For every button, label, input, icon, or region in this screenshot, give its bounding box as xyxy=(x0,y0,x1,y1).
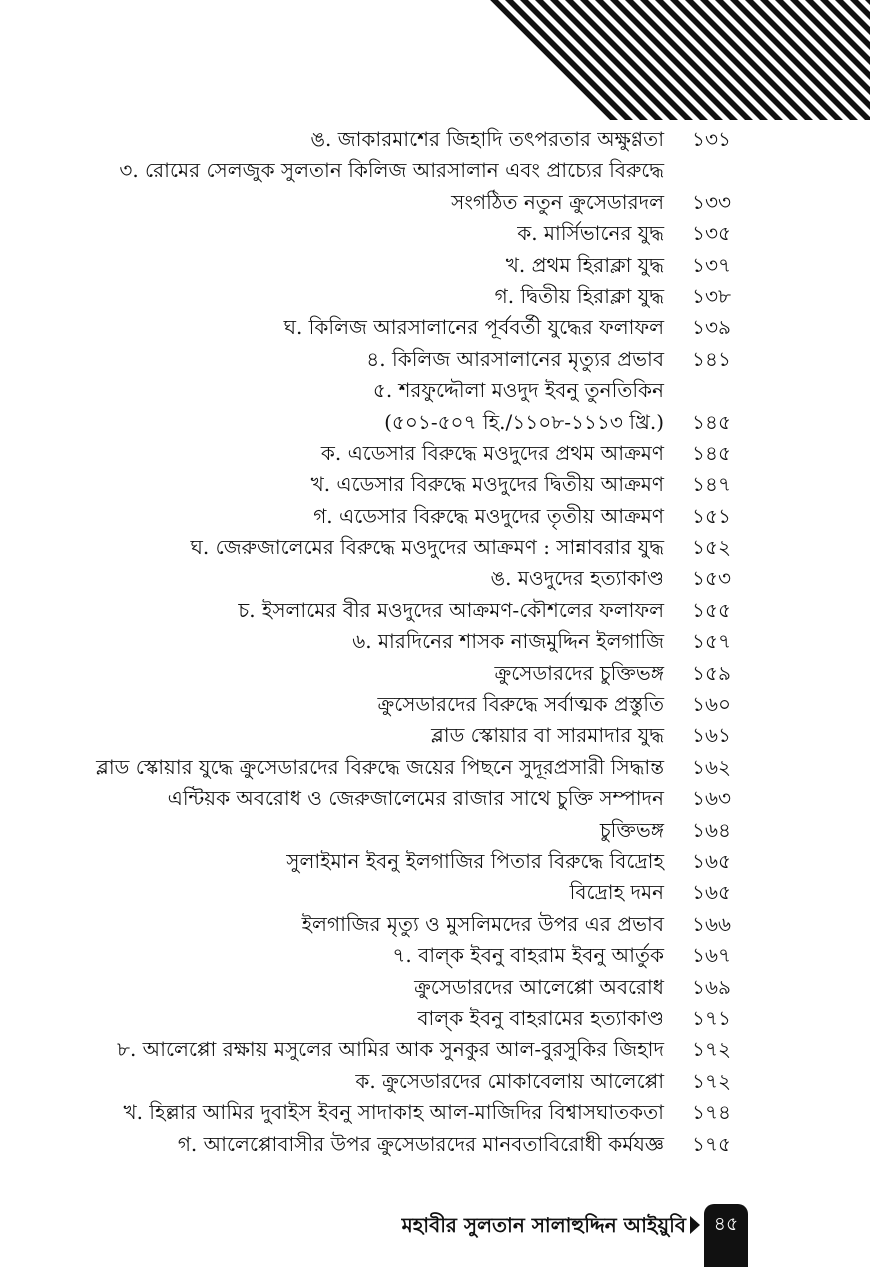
toc-entry[interactable] xyxy=(0,1003,870,1034)
toc-entry-page: ১৪৫ xyxy=(692,440,731,465)
toc-entry[interactable] xyxy=(0,877,870,908)
toc-entry[interactable] xyxy=(0,626,870,657)
toc-entry[interactable] xyxy=(0,909,870,940)
toc-entry-title: ঙ. মওদুদের হত্যাকাণ্ড xyxy=(490,566,664,591)
toc-entry-page: ১৭২ xyxy=(692,1037,731,1062)
toc-entry-title: চ. ইসলামের বীর মওদুদের আক্রমণ-কৌশলের ফলাফল xyxy=(238,597,664,622)
toc-entry-page: ১৭৪ xyxy=(692,1100,731,1125)
toc-entry-page: ১৫৭ xyxy=(692,629,731,654)
toc-entry-title: ঙ. জাকারমাশের জিহাদি তৎপরতার অক্ষুণ্ণতা xyxy=(310,127,664,151)
toc-entry-title: ৭. বাল্‌ক ইবনু বাহরাম ইবনু আর্তুক xyxy=(392,943,664,968)
toc-entry[interactable] xyxy=(0,658,870,689)
toc-entry[interactable] xyxy=(0,563,870,594)
toc-entry-title: ক্রুসেডারদের চুক্তিভঙ্গ xyxy=(494,660,664,685)
toc-entry-page: ১৫১ xyxy=(692,503,731,528)
toc-entry-page: ১৬৩ xyxy=(692,786,731,811)
toc-entry-page: ১৬৭ xyxy=(692,943,731,968)
toc-entry-title: গ. দ্বিতীয় হিরাক্লা যুদ্ধ xyxy=(494,283,664,308)
toc-entry[interactable] xyxy=(0,312,870,343)
toc-entry-title: ক. এডেসার বিরুদ্ধে মওদুদের প্রথম আক্রমণ xyxy=(320,440,664,465)
toc-entry[interactable] xyxy=(0,1034,870,1065)
toc-entry-page: ১৫২ xyxy=(692,535,731,560)
toc-entry-title: বিদ্রোহ দমন xyxy=(569,880,664,905)
toc-entry-title: (৫০১-৫০৭ হি./১১০৮-১১১৩ খ্রি.) xyxy=(384,409,664,434)
toc-entry[interactable] xyxy=(0,250,870,281)
toc-entry[interactable] xyxy=(0,155,870,186)
toc-entry-title: বাল্‌ক ইবনু বাহরামের হত্যাকাণ্ড xyxy=(417,1005,664,1030)
toc-entry[interactable] xyxy=(0,815,870,846)
toc-entry-title: খ. হিল্লার আমির দুবাইস ইবনু সাদাকাহ আল-মাজিদির বিশ্বাসঘাতকতা xyxy=(123,1100,664,1125)
toc-entry[interactable] xyxy=(0,438,870,469)
toc-entry[interactable] xyxy=(0,689,870,720)
toc-entry[interactable] xyxy=(0,720,870,751)
toc-entry-page: ১৩৭ xyxy=(692,252,731,277)
toc-entry[interactable] xyxy=(0,344,870,375)
toc-entry-title: ক. মার্সিভানের যুদ্ধ xyxy=(517,221,664,246)
toc-entry-title: ক. ক্রুসেডারদের মোকাবেলায় আলেপ্পো xyxy=(355,1068,664,1093)
toc-entry-title: ঘ. কিলিজ আরসালানের পূর্ববর্তী যুদ্ধের ফলাফল xyxy=(283,315,664,340)
stripe xyxy=(490,0,543,120)
toc-entry-title: গ. এডেসার বিরুদ্ধে মওদুদের তৃতীয় আক্রমণ xyxy=(313,503,664,528)
toc-entry-title: খ. এডেসার বিরুদ্ধে মওদুদের দ্বিতীয় আক্রমণ xyxy=(310,472,664,497)
toc-entry-page: ১৬৯ xyxy=(692,974,731,999)
toc-entry-page: ১৩৯ xyxy=(692,315,731,340)
toc-entry[interactable] xyxy=(0,469,870,500)
toc-entry-title: ৪. কিলিজ আরসালানের মৃত্যুর প্রভাব xyxy=(366,346,664,371)
toc-entry-title: ৩. রোমের সেলজুক সুলতান কিলিজ আরসালান এবং প্রাচ্যের বিরুদ্ধে xyxy=(119,158,664,183)
toc-entry-page: ১৬০ xyxy=(692,692,731,717)
right-triangle-icon xyxy=(690,1216,700,1234)
toc-entry-title: ৬. মারদিনের শাসক নাজমুদ্দিন ইলগাজি xyxy=(352,629,664,654)
toc-entry[interactable] xyxy=(0,124,870,155)
toc-entry[interactable] xyxy=(0,972,870,1003)
toc-entry-title: সুলাইমান ইবনু ইলগাজির পিতার বিরুদ্ধে বিদ্রোহ xyxy=(286,848,664,873)
toc-entry[interactable] xyxy=(0,501,870,532)
toc-entry-page: ১৬২ xyxy=(692,754,731,779)
running-footer-book-title: মহাবীর সুলতান সালাহুদ্দিন আইয়ুবি xyxy=(401,1213,686,1237)
toc-entry[interactable] xyxy=(0,1129,870,1160)
toc-entry[interactable] xyxy=(0,783,870,814)
toc-entry-page: ১৫৫ xyxy=(692,597,731,622)
table-of-contents xyxy=(0,124,870,1160)
toc-entry-page: ১৩৮ xyxy=(692,283,731,308)
toc-entry[interactable] xyxy=(0,187,870,218)
toc-entry-title: এন্টিয়ক অবরোধ ও জেরুজালেমের রাজার সাথে চুক্তি সম্পাদন xyxy=(167,786,664,811)
toc-entry[interactable] xyxy=(0,1066,870,1097)
toc-entry-page: ১৩৫ xyxy=(692,221,731,246)
toc-entry-page: ১৪৫ xyxy=(692,409,731,434)
toc-entry-page: ১৬৬ xyxy=(692,911,731,936)
toc-entry[interactable] xyxy=(0,532,870,563)
toc-entry-page: ১৬৫ xyxy=(692,848,731,873)
toc-entry-page: ১৭১ xyxy=(692,1005,731,1030)
toc-entry-title: ক্রুসেডারদের আলেপ্পো অবরোধ xyxy=(414,974,664,999)
toc-entry-page: ১৫৯ xyxy=(692,660,731,685)
toc-entry-page: ১৬৪ xyxy=(692,817,731,842)
toc-entry[interactable] xyxy=(0,752,870,783)
toc-entry[interactable] xyxy=(0,407,870,438)
toc-entry[interactable] xyxy=(0,375,870,406)
toc-entry-page: ১৩১ xyxy=(692,127,731,151)
toc-entry-title: ঘ. জেরুজালেমের বিরুদ্ধে মওদুদের আক্রমণ : সান্নাবরার যুদ্ধ xyxy=(190,535,664,560)
toc-entry-title: চুক্তিভঙ্গ xyxy=(599,817,664,842)
toc-entry-title: ইলগাজির মৃত্যু ও মুসলিমদের উপর এর প্রভাব xyxy=(301,911,664,936)
toc-entry[interactable] xyxy=(0,940,870,971)
diagonal-stripes-decoration xyxy=(490,0,870,120)
toc-entry-title: ক্রুসেডারদের বিরুদ্ধে সর্বাত্মক প্রস্তুতি xyxy=(377,692,664,717)
toc-entry-page: ১৪১ xyxy=(692,346,731,371)
toc-entry-page: ১৭২ xyxy=(692,1068,731,1093)
toc-entry-title: খ. প্রথম হিরাক্লা যুদ্ধ xyxy=(505,252,664,277)
toc-entry[interactable] xyxy=(0,1097,870,1128)
toc-entry[interactable] xyxy=(0,846,870,877)
toc-entry-page: ১৬১ xyxy=(692,723,731,748)
toc-entry-page: ১৬৫ xyxy=(692,880,731,905)
toc-entry-title: গ. আলেপ্পোবাসীর উপর ক্রুসেডারদের মানবতাবিরোধী কর্মযজ্ঞ xyxy=(177,1131,664,1156)
toc-entry[interactable] xyxy=(0,218,870,249)
toc-entry-title: ব্লাড স্কোয়ার বা সারমাদার যুদ্ধ xyxy=(431,723,664,748)
toc-entry-page: ১৫৩ xyxy=(692,566,731,591)
toc-entry-title: ৫. শরফুদ্দৌলা মওদুদ ইবনু তুনতিকিন xyxy=(372,378,664,403)
toc-entry-page: ১৪৭ xyxy=(692,472,731,497)
toc-entry[interactable] xyxy=(0,281,870,312)
toc-entry-title: ব্লাড স্কোয়ার যুদ্ধে ক্রুসেডারদের বিরুদ্ধে জয়ের পিছনে সুদূরপ্রসারী সিদ্ধান্ত xyxy=(96,754,664,779)
toc-entry-title: সংগঠিত নতুন ক্রুসেডারদল xyxy=(451,189,664,214)
toc-entry-page: ১৩৩ xyxy=(692,189,731,214)
page-number-tab xyxy=(704,1204,748,1267)
toc-entry-title: ৮. আলেপ্পো রক্ষায় মসুলের আমির আক সুনকুর আল-বুরসুকির জিহাদ xyxy=(116,1037,664,1062)
toc-entry[interactable] xyxy=(0,595,870,626)
page-number: ৪৫ xyxy=(713,1213,739,1235)
toc-entry-page: ১৭৫ xyxy=(692,1131,731,1156)
